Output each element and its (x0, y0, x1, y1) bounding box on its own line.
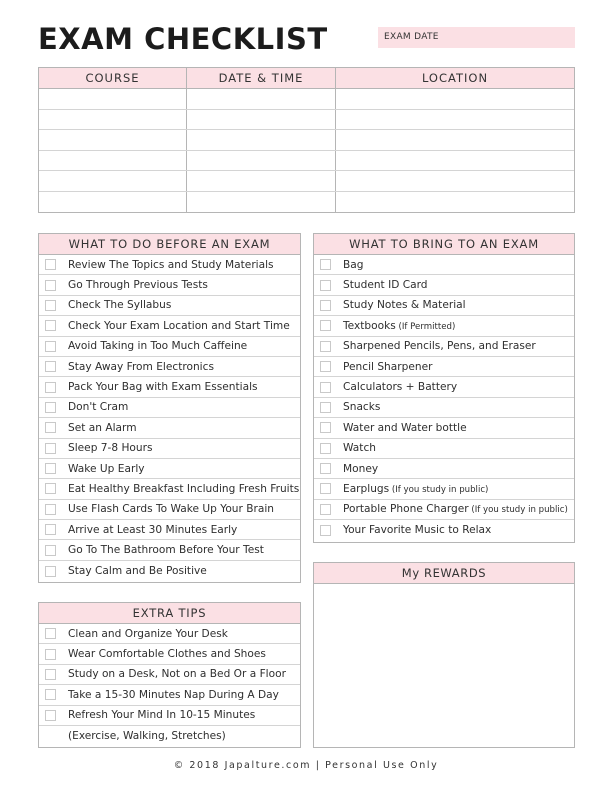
course-row (39, 110, 574, 131)
checklist-item-label: Arrive at Least 30 Minutes Early (68, 523, 238, 536)
location-header: LOCATION (421, 71, 489, 85)
checklist-item (39, 377, 300, 397)
checklist-item-label: Don't Cram (68, 401, 129, 414)
checkbox[interactable] (320, 402, 331, 413)
checkbox[interactable] (45, 422, 56, 433)
before-exam-title: WHAT TO DO BEFORE AN EXAM (39, 234, 300, 255)
checkbox[interactable] (45, 566, 56, 577)
checklist-item (39, 644, 300, 664)
checkbox[interactable] (320, 341, 331, 352)
checklist-item-label: Review The Topics and Study Materials (68, 258, 274, 271)
course-header: COURSE (39, 68, 187, 88)
checkbox[interactable] (320, 361, 331, 372)
extra-tips-list (39, 624, 300, 746)
course-cell[interactable] (39, 110, 187, 130)
checklist-item-label (343, 259, 363, 271)
checklist-item (39, 520, 300, 540)
item-text: Money (343, 462, 379, 475)
before-exam-list (39, 255, 300, 581)
course-table (38, 67, 575, 213)
checklist-item (314, 479, 574, 499)
checklist-item (39, 337, 300, 357)
checklist-item (39, 439, 300, 459)
checkbox[interactable] (45, 280, 56, 291)
before-exam-panel (38, 233, 301, 583)
date-time-header: DATE & TIME (187, 68, 336, 88)
checkbox[interactable] (45, 689, 56, 700)
checklist-item-label: Refresh Your Mind In 10-15 Minutes (68, 709, 256, 722)
checklist-item-label: Stay Away From Electronics (68, 360, 214, 373)
checklist-item-label (343, 340, 536, 352)
checklist-item (314, 439, 574, 459)
checklist-item (39, 561, 300, 581)
checklist-item (314, 520, 574, 540)
checkbox[interactable] (320, 320, 331, 331)
checklist-item (314, 357, 574, 377)
location-cell[interactable] (336, 171, 574, 191)
checklist-item (39, 275, 300, 295)
location-cell[interactable] (336, 192, 574, 213)
checkbox[interactable] (45, 320, 56, 331)
footer-copyright: © 2018 Japalture.com | Personal Use Only (173, 760, 439, 771)
checklist-item (39, 316, 300, 336)
checklist-item-label: Clean and Organize Your Desk (68, 627, 228, 640)
checklist-item (314, 255, 574, 275)
bring-exam-panel (313, 233, 575, 543)
item-text: Watch (343, 442, 376, 455)
checklist-item-label: Check The Syllabus (68, 299, 172, 312)
checklist-item (39, 255, 300, 275)
checklist-item-label: Go Through Previous Tests (68, 279, 208, 292)
checklist-item-label: Check Your Exam Location and Start Time (68, 319, 290, 332)
date-time-cell[interactable] (187, 192, 336, 213)
checklist-item-label (343, 503, 568, 515)
checkbox[interactable] (45, 300, 56, 311)
course-cell[interactable] (39, 151, 187, 171)
checklist-item (39, 296, 300, 316)
checklist-item (39, 540, 300, 560)
checklist-item-label (343, 299, 466, 311)
checklist-item-label: Go To The Bathroom Before Your Test (68, 544, 264, 557)
checklist-item (314, 459, 574, 479)
date-time-cell[interactable] (187, 151, 336, 171)
checklist-item (39, 479, 300, 499)
date-time-cell[interactable] (187, 171, 336, 191)
checklist-item-label (343, 401, 380, 413)
checkbox[interactable] (320, 422, 331, 433)
exam-date-label: EXAM DATE (384, 32, 439, 42)
checklist-item-label: Wake Up Early (68, 462, 145, 475)
checklist-item (314, 275, 574, 295)
checklist-item-label: Study on a Desk, Not on a Bed Or a Floor (68, 668, 286, 681)
course-table-body (39, 89, 574, 212)
course-cell[interactable] (39, 192, 187, 213)
checklist-item-label (343, 320, 455, 332)
checkbox[interactable] (45, 382, 56, 393)
course-row (39, 151, 574, 172)
checklist-item (39, 459, 300, 479)
page-title: EXAM CHECKLIST (38, 22, 328, 56)
checklist-item (39, 398, 300, 418)
checklist-item (314, 377, 574, 397)
extra-tips-panel (38, 602, 301, 748)
item-text: Earplugs (343, 482, 390, 495)
checklist-item-label: Wear Comfortable Clothes and Shoes (68, 648, 266, 661)
course-cell[interactable] (39, 171, 187, 191)
checklist-item (39, 500, 300, 520)
date-time-cell[interactable] (187, 89, 336, 109)
checkbox[interactable] (45, 524, 56, 535)
checkbox[interactable] (45, 402, 56, 413)
location-cell[interactable] (336, 89, 574, 109)
date-time-cell[interactable] (187, 110, 336, 130)
checklist-item-label (343, 483, 488, 495)
course-cell[interactable] (39, 130, 187, 150)
checkbox[interactable] (320, 525, 331, 536)
checkbox[interactable] (45, 443, 56, 454)
checkbox[interactable] (45, 463, 56, 474)
checklist-item (39, 418, 300, 438)
checklist-item (314, 337, 574, 357)
checkbox[interactable] (320, 280, 331, 291)
bring-exam-list (314, 255, 574, 540)
checklist-item-label: Use Flash Cards To Wake Up Your Brain (68, 503, 275, 516)
checklist-item-label (343, 279, 428, 291)
checklist-item-label (343, 463, 378, 475)
checkbox[interactable] (45, 483, 56, 494)
rewards-panel (313, 562, 575, 748)
rewards-title: My REWARDS (314, 563, 574, 584)
checklist-item-label (343, 422, 467, 434)
item-note: (If you study in public) (389, 484, 489, 495)
checklist-item (39, 665, 300, 685)
checkbox[interactable] (320, 504, 331, 515)
checklist-item-label (343, 381, 457, 393)
checklist-item-label: Set an Alarm (68, 421, 137, 434)
location-cell[interactable] (336, 130, 574, 150)
item-text: Calculators + Battery (343, 381, 458, 394)
course-row (39, 130, 574, 151)
checkbox[interactable] (320, 382, 331, 393)
checklist-item (314, 296, 574, 316)
course-row (39, 192, 574, 213)
checklist-item-label: Take a 15-30 Minutes Nap During A Day (68, 688, 279, 701)
item-text: Portable Phone Charger (343, 503, 469, 516)
item-text: Pencil Sharpener (343, 360, 433, 373)
checklist-item (39, 624, 300, 644)
checkbox[interactable] (45, 628, 56, 639)
checklist-item-label: Sleep 7-8 Hours (68, 442, 153, 455)
checklist-item (314, 398, 574, 418)
checklist-item (39, 706, 300, 726)
course-row (39, 171, 574, 192)
checklist-item-label (343, 361, 432, 373)
checklist-item-label: Stay Calm and Be Positive (68, 565, 207, 578)
checklist-item-label (343, 442, 376, 454)
item-note: (If Permitted) (395, 321, 456, 332)
course-table-header (39, 68, 574, 89)
checkbox[interactable] (45, 545, 56, 556)
checklist-item-label: Pack Your Bag with Exam Essentials (68, 381, 258, 394)
item-text: Textbooks (343, 319, 396, 332)
checklist-item-label: Avoid Taking in Too Much Caffeine (68, 340, 248, 353)
item-text: Water and Water bottle (343, 421, 467, 434)
checkbox[interactable] (320, 443, 331, 454)
checkbox[interactable] (45, 504, 56, 515)
item-text: Snacks (343, 401, 381, 414)
checkbox[interactable] (320, 259, 331, 270)
item-text: Study Notes & Material (343, 299, 466, 312)
course-cell[interactable] (39, 89, 187, 109)
checkbox[interactable] (320, 300, 331, 311)
checklist-item-continuation (39, 726, 300, 746)
checklist-item-label (343, 524, 491, 536)
checklist-item-label: Eat Healthy Breakfast Including Fresh Fruits (68, 482, 300, 495)
checkbox[interactable] (320, 463, 331, 474)
checkbox[interactable] (45, 649, 56, 660)
item-note: (If you study in public) (468, 505, 568, 516)
checklist-item (39, 357, 300, 377)
date-time-cell[interactable] (187, 130, 336, 150)
checkbox[interactable] (320, 483, 331, 494)
extra-tips-title: EXTRA TIPS (39, 603, 300, 624)
checklist-item (314, 500, 574, 520)
checkbox[interactable] (45, 259, 56, 270)
item-text: Bag (343, 258, 364, 271)
checklist-item (39, 685, 300, 705)
checkbox[interactable] (45, 341, 56, 352)
checkbox[interactable] (45, 710, 56, 721)
exam-date-field[interactable] (378, 27, 575, 48)
location-cell[interactable] (336, 151, 574, 171)
checklist-item (314, 316, 574, 336)
rewards-area[interactable] (314, 584, 574, 747)
item-text: Your Favorite Music to Relax (343, 524, 492, 537)
item-text: Sharpened Pencils, Pens, and Eraser (343, 340, 536, 353)
continuation-label: (Exercise, Walking, Stretches) (68, 730, 226, 743)
location-cell[interactable] (336, 110, 574, 130)
bring-exam-title: WHAT TO BRING TO AN EXAM (314, 234, 574, 255)
item-text: Student ID Card (343, 279, 428, 292)
course-row (39, 89, 574, 110)
checklist-item (314, 418, 574, 438)
checkbox[interactable] (45, 669, 56, 680)
checkbox[interactable] (45, 361, 56, 372)
